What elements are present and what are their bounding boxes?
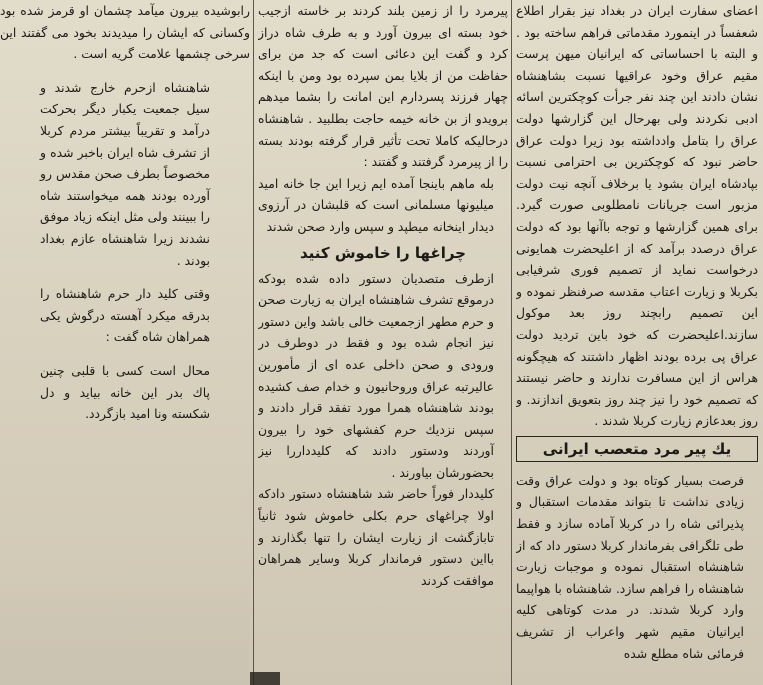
paragraph: بله ماهم باینجا آمده ایم زیرا این جا خانه امید میلیونها مسلمانی است که قلبشان در آرزوی دیدار اینخانه میطپد و سپس وارد صحن شدند xyxy=(258,175,494,234)
paragraph: رابوشیده بیرون میآمد چشمان او قرمز شده بود وکسانی که ایشان را میدیدند بخود می گفتند این سرخی چشمها علامت گریه است . xyxy=(0,3,250,62)
print-mark xyxy=(250,672,280,685)
paragraph: اعضای سفارت ایران در بغداد نیز بقرار اطلاع شعفساً در اینمورد مقدماتی فراهم ساخته بود . و البته با احساساتی که ایرانیان میهن پرست مقیم عراق وخود عراقیها نسبت بشاهنشاه نشان دادند این چند نفر جرأت کوچکترین اسائه ادبی نکردند ولی بهرحال این گزارشها دولت عراق را بتامل وادداشته بود زیرا دولت عراق حاضر نبود که کوچکترین بی احترامی نسبت بپادشاه ایران بشود یا برخلاف آنچه نیت دولت مزبور است جریانات نامطلوبی صورت گیرد. برای همین گزارشها و توجه باآنها بود که دولت عراق درصدد برآمد که از اعلیحضرت همایونی درخواست نماید از تصمیم فوری شرفیابی بکربلا و زیارت اعتاب مقدسه صرفنظر نموده و این تصمیم رابچند روز بعد موکول سازند.اعلیحضرت که خود باین تردید دولت عراق پی برده بودند اظهار داشتند که هیچگونه هراس از این مسافرت ندارند و حاضر نیستند که تصمیم خود را نیز چند روز بتعویق اندازند. و روز بعدعازم زیارت کربلا شدند . xyxy=(516,3,758,429)
paragraph: ازطرف متصدیان دستور داده شده بودکه درموقع تشرف شاهنشاه ایران به زیارت صحن و حرم مطهر ازجمعیت خالی باشد واین دستور نیز انجام شده بود و فقط در دوطرف در ورودی و صحن داخلی عده ای از مأمورین عالیرتبه عراق وروحانیون و خدام صف کشیده بودند شاهنشاه همرا مورد تفقد قرار دادند و سپس نزدیك حرم کفشهای خود را بیرون آوردند ودستور دادند که کلیدداررا نیز بحضورشان بیاورند . xyxy=(258,270,494,480)
section-heading: چراغها را خاموش کنید xyxy=(300,243,466,262)
column-right xyxy=(516,0,758,685)
paragraph: وقتی کلید دار حرم شاهنشاه را بدرقه میکرد آهسته درگوش یکی همراهان شاه گفت : xyxy=(40,286,210,345)
paragraph: فرصت بسیار کوتاه بود و دولت عراق وقت زیادی نداشت تا بتواند مقدمات استقبال و پذیرائی شاه را در کربلا آماده سازد و فقط طی تلگرافی بفرماندار کربلا دستور داد که از شاهنشاه استقبال نموده و موجبات زیارت شاهنشاه را فراهم سازد. شاهنشاه با هواپیما وارد کربلا شدند. در مدت کوتاهی کلیه ایرانیان مقیم شهر واعراب از تشریف فرمائی شاه مطلع شده xyxy=(516,472,744,661)
paragraph: شاهنشاه ازحرم خارج شدند و سیل جمعیت یکبار دیگر بحرکت درآمد و تقریباً بیشتر مردم کربلا از تشرف شاه ایران باخبر شده و مخصوصاً بطرف صحن مقدس رو آورده بودند همه میخواستند شاه را ببینند ولی مثل اینکه زیاد موفق نشدند زیرا شاهنشاه عازم بغداد بودند . xyxy=(40,79,210,268)
column-divider xyxy=(511,0,512,685)
section-heading: یك پیر مرد متعصب ایرانی xyxy=(516,436,758,462)
paragraph: پیرمرد را از زمین بلند کردند بر خاسته ازجیب خود بسته ای بیرون آورد و به طرف شاه دراز کرد و گفت این دعائی است که جد من برای حفاظت من از بلایا بمن سپرده بود ومن با اینکه چهار فرزند پسردارم این امانت را بشما میدهم برویدو از بن خانه خیمه حاجت بطلبید . شاهنشاه درحالیکه کاملا تحت تأثیر قرار گرفته بودند بسته را از پیرمرد گرفتند و گفتند : xyxy=(258,3,508,170)
column-divider xyxy=(253,0,254,685)
faded-area xyxy=(0,560,250,685)
paragraph: محال است کسی با قلبی چنین پاك بدر این خانه بیاید و دل شکسته ونا امید بازگردد. xyxy=(40,362,210,422)
column-middle xyxy=(258,0,508,685)
paragraph: کلیددار فوراً حاضر شد شاهنشاه دستور دادکه اولا چراغهای حرم بکلی خاموش شود ثانیاً تابازگشت از زیارت ایشان را تنها بگذارند و بااین دستور فرماندار کربلا وسایر همراهان موافقت کردند xyxy=(258,486,494,588)
column-left xyxy=(0,0,250,560)
